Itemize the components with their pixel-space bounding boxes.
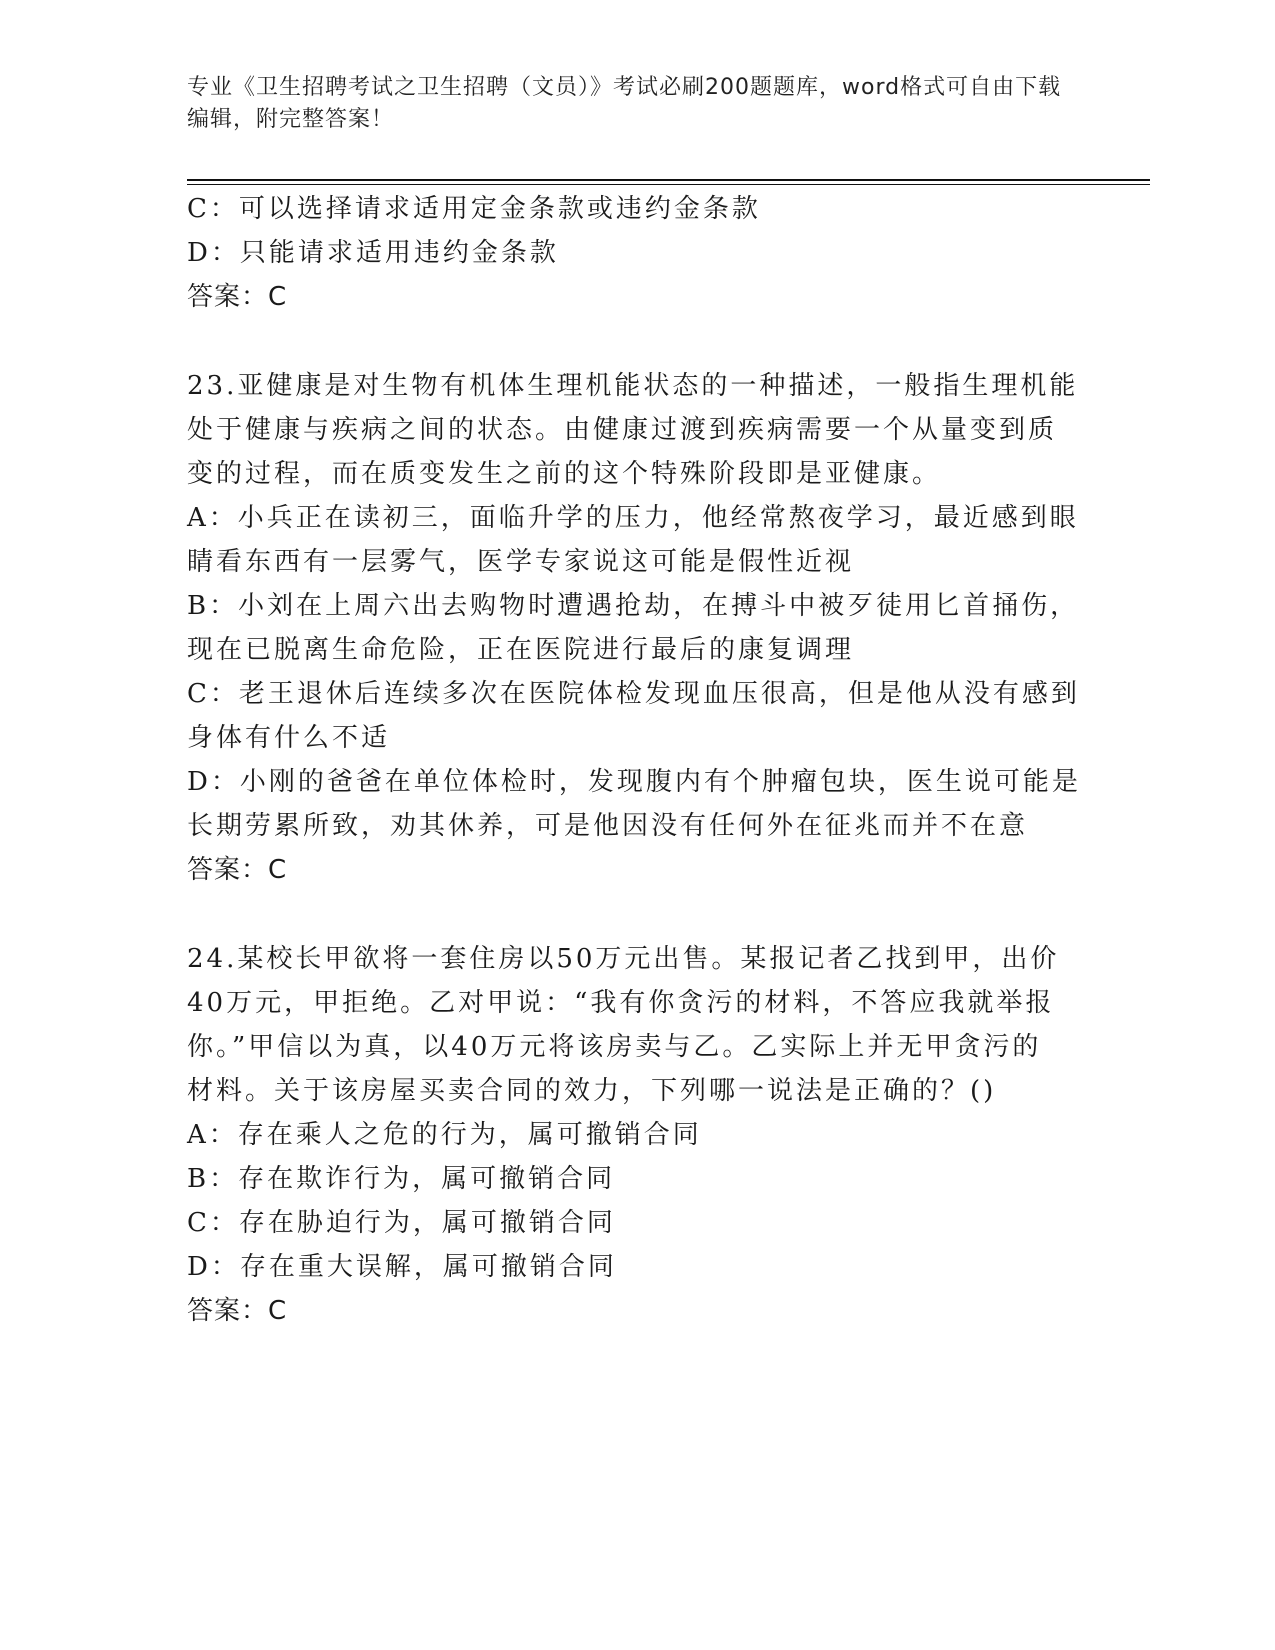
q23-option-c-line-1: C：老王退休后连续多次在医院体检发现血压很高，但是他从没有感到 (187, 679, 1080, 709)
q24-option-d: D：存在重大误解，属可撤销合同 (187, 1252, 617, 1282)
q23-answer: 答案：C (187, 855, 288, 885)
q23-stem-line-2: 处于健康与疾病之间的状态。由健康过渡到疾病需要一个从量变到质 (187, 415, 1058, 445)
q24-stem-line-4: 材料。关于该房屋买卖合同的效力，下列哪一说法是正确的？() (187, 1076, 997, 1106)
q23-option-d-line-1: D：小刚的爸爸在单位体检时，发现腹内有个肿瘤包块，医生说可能是 (187, 767, 1081, 797)
q23-stem-line-3: 变的过程，而在质变发生之前的这个特殊阶段即是亚健康。 (187, 459, 942, 489)
q23-option-d-line-2: 长期劳累所致，劝其休养，可是他因没有任何外在征兆而并不在意 (187, 811, 1029, 841)
q24-stem-line-1: 24.某校长甲欲将一套住房以50万元出售。某报记者乙找到甲，出价 (187, 944, 1060, 974)
q23-option-b-line-1: B：小刘在上周六出去购物时遭遇抢劫，在搏斗中被歹徒用匕首捅伤， (187, 591, 1080, 621)
q24-option-b: B：存在欺诈行为，属可撤销合同 (187, 1164, 616, 1194)
header-rule-thick (187, 179, 1150, 181)
q24-answer: 答案：C (187, 1296, 288, 1326)
q24-option-c: C：存在胁迫行为，属可撤销合同 (187, 1208, 616, 1238)
prev-answer: 答案：C (187, 282, 288, 312)
q23-stem-line-1: 23.亚健康是对生物有机体生理机能状态的一种描述，一般指生理机能 (187, 371, 1079, 401)
q24-stem-line-2: 40万元，甲拒绝。乙对甲说：“我有你贪污的材料，不答应我就举报 (187, 988, 1055, 1018)
document-header: 专业《卫生招聘考试之卫生招聘（文员）》考试必刷200题题库，word格式可自由下载编辑，附完整答案！ (187, 75, 1062, 132)
q24-stem-line-3: 你。”甲信以为真，以40万元将该房卖与乙。乙实际上并无甲贪污的 (187, 1032, 1042, 1062)
q23-option-a-line-1: A：小兵正在读初三，面临升学的压力，他经常熬夜学习，最近感到眼 (187, 503, 1079, 533)
header-rule-thin (187, 184, 1150, 185)
q24-option-a: A：存在乘人之危的行为，属可撤销合同 (187, 1120, 702, 1150)
q23-option-c-line-2: 身体有什么不适 (187, 723, 391, 753)
prev-option-d: D：只能请求适用违约金条款 (187, 238, 559, 268)
q23-option-a-line-2: 睛看东西有一层雾气，医学专家说这可能是假性近视 (187, 547, 855, 577)
prev-option-c: C：可以选择请求适用定金条款或违约金条款 (187, 194, 761, 224)
q23-option-b-line-2: 现在已脱离生命危险，正在医院进行最后的康复调理 (187, 635, 855, 665)
